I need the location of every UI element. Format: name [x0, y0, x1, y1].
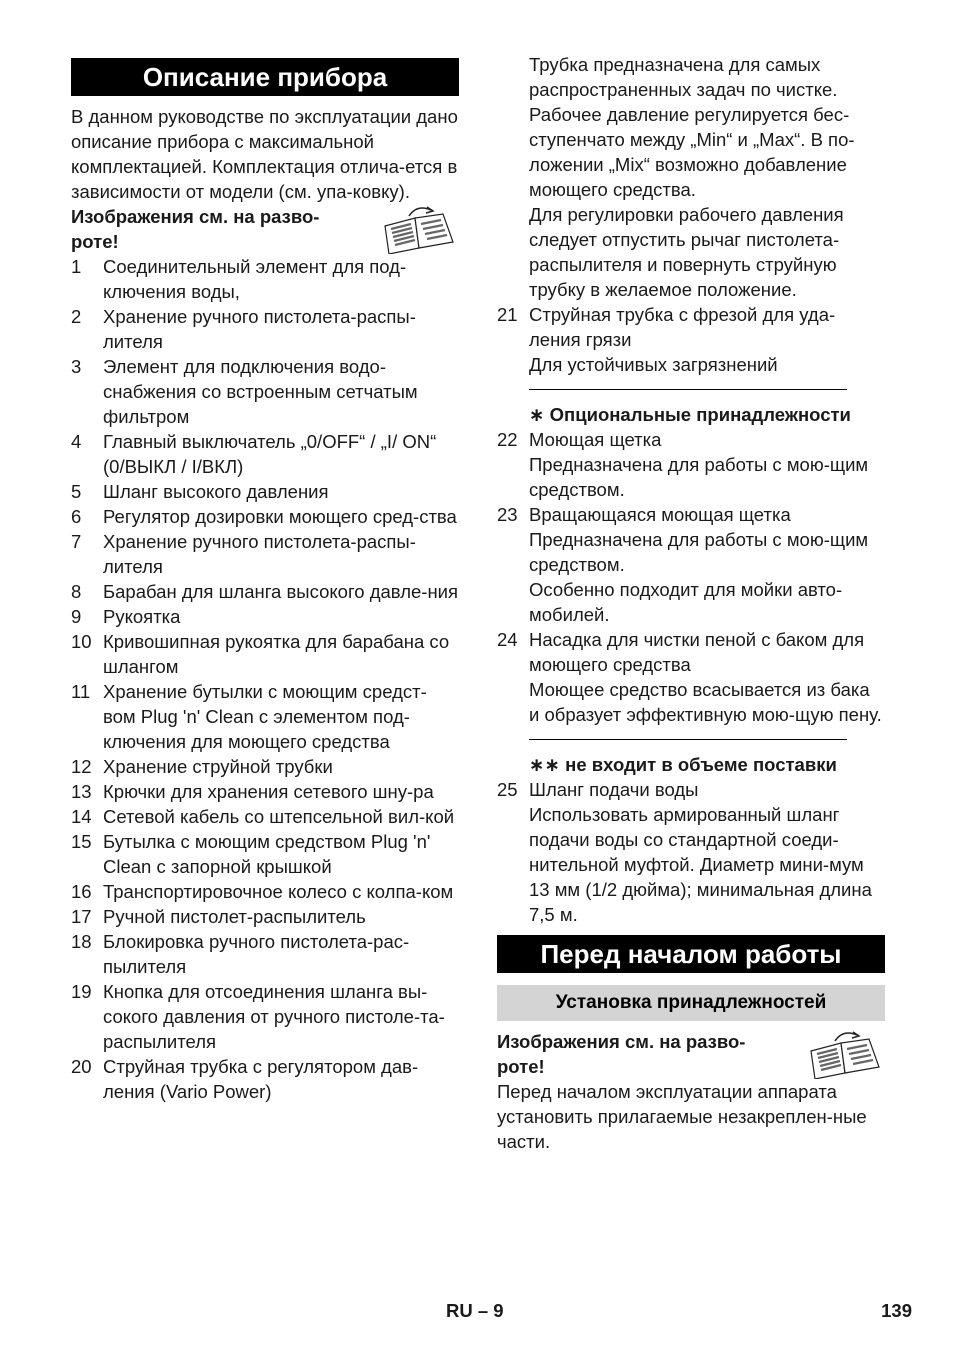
item-sub: Особенно подходит для мойки авто-мобилей.	[529, 579, 843, 625]
item-text: Хранение ручного пистолета-распы-лителя	[103, 306, 416, 352]
item-text: Ручной пистолет-распылитель	[103, 906, 366, 927]
list-item	[71, 754, 459, 779]
subsection-heading-accessories: Установка принадлежностей	[497, 985, 885, 1021]
item-text: Главный выключатель „0/OFF“ / „I/ ON“ (0/ВЫКЛ / I/ВКЛ)	[103, 431, 437, 477]
item-text: Барабан для шланга высокого давле-ния	[103, 581, 459, 602]
list-item	[497, 502, 885, 627]
item-number: 17	[71, 906, 92, 927]
item-text: Крючки для хранения сетевого шну-ра	[103, 781, 434, 802]
item-number: 10	[71, 631, 92, 652]
list-item	[71, 879, 459, 904]
install-paragraph: Перед началом эксплуатации аппарата установить прилагаемые незакреплен-ные части.	[497, 1081, 867, 1152]
not-included-heading: ∗∗ не входит в объеме поставки	[529, 754, 837, 775]
figure-reference-text: Изображения см. на разво-роте!	[71, 206, 320, 252]
list-item	[497, 777, 885, 927]
item-number: 8	[71, 581, 82, 602]
item-number: 1	[71, 256, 82, 277]
item-text: Хранение ручного пистолета-распы-лителя	[103, 531, 416, 577]
list-item	[497, 627, 885, 727]
open-book-icon	[379, 204, 459, 254]
component-list	[71, 254, 459, 1104]
list-item	[71, 579, 459, 604]
item-text: Кнопка для отсоединения шланга вы-сокого давления от ручного пистоле-та-распылителя	[103, 981, 445, 1052]
intro-paragraph: В данном руководстве по эксплуатации дано описание прибора с максимальной комплектацией. Комплектация отлича-ется в зависимости от модели (см. упа-ковку).	[71, 106, 458, 202]
item-number: 9	[71, 606, 82, 627]
item-text: Шланг высокого давления	[103, 481, 329, 502]
item-text: Струйная трубка с фрезой для уда-ления грязи	[529, 304, 836, 350]
left-column	[71, 52, 459, 1104]
list-item	[71, 254, 459, 304]
item-number: 22	[497, 429, 518, 450]
list-item	[71, 304, 459, 354]
item-text: Транспортировочное колесо с колпа-ком	[103, 881, 454, 902]
list-item	[71, 829, 459, 879]
item-text: Моющая щетка	[529, 429, 662, 450]
item-text: Струйная трубка с регулятором дав-ления (Vario Power)	[103, 1056, 419, 1102]
item-sub: Предназначена для работы с мою-щим средством.	[529, 454, 869, 500]
list-item	[497, 302, 885, 377]
item-number: 24	[497, 629, 518, 650]
item-number: 13	[71, 781, 92, 802]
list-item	[71, 504, 459, 529]
list-item	[71, 354, 459, 429]
list-item	[71, 479, 459, 504]
item-text: Хранение бутылки с моющим средст-вом Plug 'n' Clean с элементом под-ключения для моющего средства	[103, 681, 427, 752]
item-sub: Для устойчивых загрязнений	[529, 354, 778, 375]
item-number: 4	[71, 431, 82, 452]
list-item	[71, 429, 459, 479]
figure-reference	[71, 204, 459, 254]
item-sub: Моющее средство всасывается из бака и образует эффективную мою-щую пену.	[529, 679, 882, 725]
list-item	[71, 929, 459, 979]
item-text: Рукоятка	[103, 606, 181, 627]
item-number: 19	[71, 981, 92, 1002]
list-item	[71, 679, 459, 754]
item-text: Насадка для чистки пеной с баком для моющего средства	[529, 629, 865, 675]
footer-section-label: RU – 9	[446, 1300, 504, 1321]
item-number: 20	[71, 1056, 92, 1077]
optional-accessories-heading: ∗ Опциональные принадлежности	[529, 404, 851, 425]
list-item	[497, 427, 885, 502]
page-number: 139	[881, 1300, 912, 1321]
item-number: 23	[497, 504, 518, 525]
item-text: Вращающаяся моющая щетка	[529, 504, 791, 525]
list-item	[71, 979, 459, 1054]
item-sub: Использовать армированный шланг подачи воды со стандартной соеди-нительной муфтой. Диаметр мини-мум 13 мм (1/2 дюйма); минимальная длина 7,5 м.	[529, 804, 872, 925]
list-item	[71, 529, 459, 579]
item-number: 3	[71, 356, 82, 377]
item-number: 15	[71, 831, 92, 852]
item-text: Соединительный элемент для под-ключения воды,	[103, 256, 407, 302]
item-number: 7	[71, 531, 82, 552]
item-sub: Предназначена для работы с мою-щим средством.	[529, 529, 869, 575]
item-text: Кривошипная рукоятка для барабана со шлангом	[103, 631, 450, 677]
divider	[529, 389, 847, 390]
figure-reference-text: Изображения см. на разво-роте!	[497, 1031, 746, 1077]
item-number: 5	[71, 481, 82, 502]
item-number: 18	[71, 931, 92, 952]
section-heading-before-start: Перед началом работы	[497, 935, 885, 973]
list-item	[71, 804, 459, 829]
item-20-description: Трубка предназначена для самых распространенных задач по чистке. Рабочее давление регулируется бес-ступенчато между „Min“ и „Max“. В по-ложении „Mix“ возможно добавление моющего средства.	[529, 54, 855, 200]
figure-reference	[497, 1029, 885, 1079]
item-text: Регулятор дозировки моющего сред-ства	[103, 506, 457, 527]
list-item	[71, 1054, 459, 1104]
item-number: 11	[71, 681, 91, 702]
item-number: 6	[71, 506, 82, 527]
item-number: 21	[497, 304, 518, 325]
item-text: Блокировка ручного пистолета-рас-пылителя	[103, 931, 410, 977]
item-text: Бутылка с моющим средством Plug 'n' Clean с запорной крышкой	[103, 831, 431, 877]
item-number: 16	[71, 881, 92, 902]
section-heading-device-description: Описание прибора	[71, 58, 459, 96]
item-text: Сетевой кабель со штепсельной вил-кой	[103, 806, 455, 827]
open-book-icon	[805, 1029, 885, 1079]
list-item	[71, 629, 459, 679]
list-item	[71, 604, 459, 629]
item-number: 12	[71, 756, 92, 777]
item-number: 14	[71, 806, 92, 827]
item-text: Шланг подачи воды	[529, 779, 699, 800]
right-column	[497, 52, 885, 1154]
item-number: 25	[497, 779, 518, 800]
item-text: Хранение струйной трубки	[103, 756, 333, 777]
item-number: 2	[71, 306, 82, 327]
divider	[529, 739, 847, 740]
item-20-adjustment: Для регулировки рабочего давления следует отпустить рычаг пистолета-распылителя и повернуть струйную трубку в желаемое положение.	[529, 204, 844, 300]
list-item	[71, 779, 459, 804]
list-item	[71, 904, 459, 929]
item-text: Элемент для подключения водо-снабжения со встроенным сетчатым фильтром	[103, 356, 418, 427]
item-20-continuation	[529, 52, 885, 302]
